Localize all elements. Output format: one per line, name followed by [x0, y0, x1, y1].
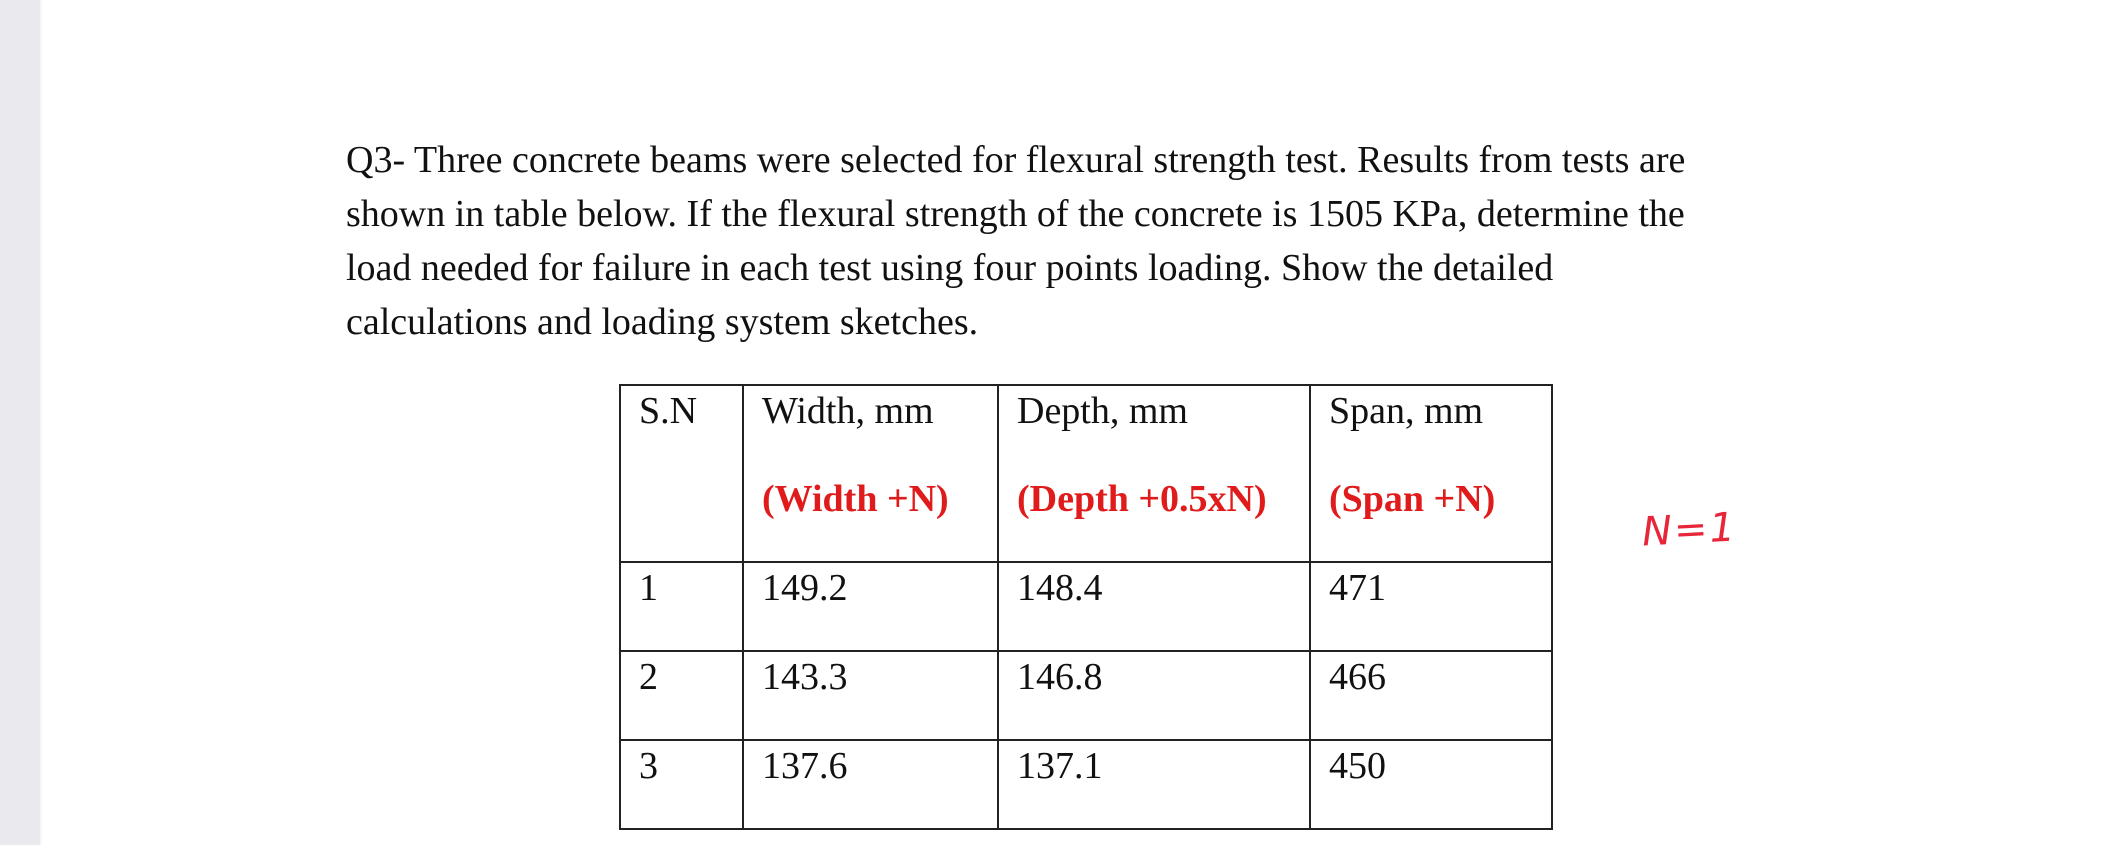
- header-label: S.N: [639, 390, 698, 432]
- header-cell-width: [743, 385, 998, 562]
- question-line: calculations and loading system sketches.: [346, 301, 979, 343]
- header-cell-depth: [998, 385, 1310, 562]
- page-gutter-edge: [40, 0, 42, 845]
- table-cell: 471: [1310, 562, 1552, 651]
- table-cell: 149.2: [743, 562, 998, 651]
- header-label: Depth, mm: [1017, 390, 1188, 432]
- table-cell: 143.3: [743, 651, 998, 740]
- question-line: load needed for failure in each test using four points loading. Show the detailed: [346, 247, 1554, 289]
- question-line: Q3- Three concrete beams were selected for flexural strength test. Results from tests are: [346, 139, 1686, 181]
- page-left-gutter: [0, 0, 40, 845]
- table-cell: 137.6: [743, 740, 998, 829]
- table-cell: 466: [1310, 651, 1552, 740]
- header-cell-sn: [620, 385, 743, 562]
- header-sublabel: (Span +N): [1329, 478, 1496, 520]
- table-cell: 148.4: [998, 562, 1310, 651]
- table-cell: 1: [620, 562, 743, 651]
- table-row: [620, 651, 1552, 740]
- header-sublabel: (Width +N): [762, 478, 949, 520]
- table-cell: 137.1: [998, 740, 1310, 829]
- table-row: [620, 740, 1552, 829]
- table-cell: 146.8: [998, 651, 1310, 740]
- table-cell: 450: [1310, 740, 1552, 829]
- question-line: shown in table below. If the flexural strength of the concrete is 1505 KPa, determine the: [346, 193, 1685, 235]
- beam-data-table: [619, 384, 1553, 830]
- header-label: Width, mm: [762, 390, 934, 432]
- header-label: Span, mm: [1329, 390, 1484, 432]
- table-row: [620, 562, 1552, 651]
- table-cell: 2: [620, 651, 743, 740]
- header-sublabel: (Depth +0.5xN): [1017, 478, 1267, 520]
- table-cell: 3: [620, 740, 743, 829]
- handwritten-note: N=1: [1640, 504, 1739, 556]
- header-cell-span: [1310, 385, 1552, 562]
- table-header-row: [620, 385, 1552, 562]
- question-text: [346, 133, 1906, 349]
